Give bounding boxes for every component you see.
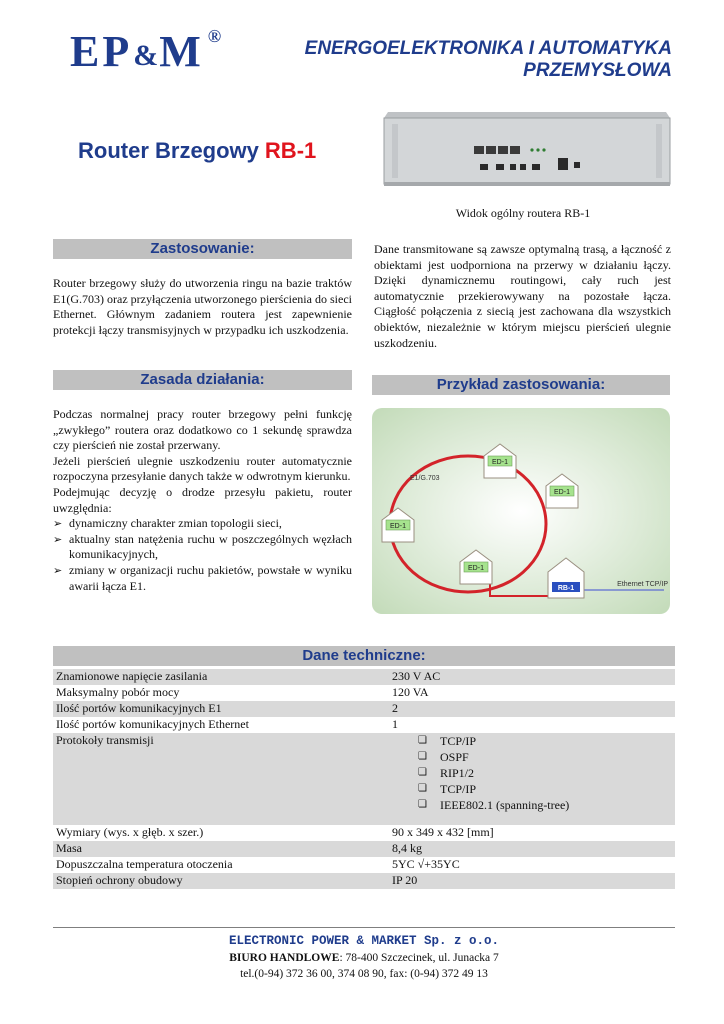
routing-description: Dane transmitowane są zawsze optymalną trasą, a łączność z obiektami jest uodporniona na przerwy w działaniu łączy. Dzięki dynamicznemu routingowi, cały ruch jest automatycznie przekierowywany na pozostałe łącza. Ciągłość połączenia z siecią jest zachowana dla wszystkich obiektów, niezależnie w którym miejscu pierścień ulegnie uszkodzeniu. xyxy=(374,242,671,350)
ethernet-label: Ethernet TCP/IP xyxy=(617,581,668,588)
ring-label: E1/G.703 xyxy=(410,475,440,482)
logo-part2: M xyxy=(159,27,204,76)
table-row-protocols xyxy=(53,733,675,825)
list-item: ❏ TCP/IP xyxy=(410,781,672,797)
table-cell-value: IP 20 xyxy=(389,873,675,889)
ring-network-diagram xyxy=(372,408,670,614)
list-item: ❏ TCP/IP xyxy=(410,733,672,749)
table-cell-value: 90 x 349 x 432 [mm] xyxy=(392,825,494,839)
table-cell-label: Stopień ochrony obudowy xyxy=(53,873,389,889)
table-row xyxy=(53,717,675,733)
table-cell-value: 8,4 kg xyxy=(389,841,675,857)
list-item: ❏ OSPF xyxy=(410,749,672,765)
section-heading-przyklad: Przykład zastosowania: xyxy=(372,375,670,395)
company-logo xyxy=(70,24,221,74)
table-cell-label: Maksymalny pobór mocy xyxy=(56,685,180,699)
zasada-paragraph-3: Podejmując decyzję o drodze przesyłu pakietu, router uwzględnia: xyxy=(53,484,352,515)
company-line-1: ENERGOELEKTRONIKA I AUTOMATYKA xyxy=(304,38,672,59)
table-cell-value: 230 V AC xyxy=(389,669,675,685)
footer-phone: tel.(0-94) 372 36 00, 374 08 90, fax: (0-94) 372 49 13 xyxy=(240,968,488,980)
section-heading-dane: Dane techniczne: xyxy=(53,646,675,666)
zastosowanie-text: Router brzegowy służy do utworzenia ringu na bazie traktów E1(G.703) oraz przyłączenia utworzonego pierścienia do sieci Ethernet. Głównym zadaniem routera jest zapewnienie protekcji łączy transmisyjnych w przypadku ich uszkodzenia. xyxy=(53,276,352,337)
list-item: ❏ RIP1/2 xyxy=(410,765,672,781)
table-row xyxy=(53,685,675,701)
table-row xyxy=(53,825,675,841)
office-label: BIURO HANDLOWE xyxy=(229,952,340,964)
list-item: ❏ IEEE802.1 (spanning-tree) xyxy=(410,797,672,813)
section-heading-zastosowanie: Zastosowanie: xyxy=(53,239,352,259)
table-cell-label: Ilość portów komunikacyjnych E1 xyxy=(53,701,389,717)
zasada-text xyxy=(53,407,352,594)
company-tagline xyxy=(252,38,672,82)
node-label: ED-1 xyxy=(390,523,406,530)
table-cell-value: 2 xyxy=(389,701,675,717)
node-label: ED-1 xyxy=(492,459,508,466)
logo-part1: EP xyxy=(70,27,133,76)
table-cell-label: Dopuszczalna temperatura otoczenia xyxy=(56,857,233,871)
table-row xyxy=(53,857,675,873)
list-item: ➢ dynamiczny charakter zmian topologii sieci, xyxy=(53,516,352,532)
table-cell-value: 120 VA xyxy=(392,685,429,699)
router-photo xyxy=(382,110,672,192)
table-cell-label: Masa xyxy=(53,841,389,857)
table-cell-value xyxy=(389,733,675,825)
table-cell-value: 1 xyxy=(392,717,398,731)
table-cell-label: Ilość portów komunikacyjnych Ethernet xyxy=(56,717,249,731)
protocol-list xyxy=(392,733,672,813)
footer-company: ELECTRONIC POWER & MARKET Sp. z o.o. xyxy=(228,934,500,948)
section-heading-zasada: Zasada działania: xyxy=(53,370,352,390)
technical-data-table xyxy=(53,669,675,889)
table-row xyxy=(53,873,675,889)
product-name: Router Brzegowy xyxy=(78,138,259,163)
logo-amp: & xyxy=(133,39,159,72)
list-item: ➢ zmiany w organizacji ruchu pakietów, powstałe w wyniku awarii łącza E1. xyxy=(53,563,352,594)
zasada-paragraph-2: Jeżeli pierścień ulegnie uszkodzeniu router automatycznie rozpoczyna przesyłanie danych także w odwrotnym kierunku. xyxy=(53,453,352,484)
product-model: RB-1 xyxy=(264,138,317,163)
image-caption: Widok ogólny routera RB-1 xyxy=(455,206,591,220)
table-cell-label: Protokoły transmisji xyxy=(53,733,389,825)
list-item: ➢ aktualny stan natężenia ruchu w poszczególnych węzłach komunikacyjnych, xyxy=(53,532,352,563)
registered-mark: ® xyxy=(207,26,222,46)
address-text: : 78-400 Szczecinek, ul. Junacka 7 xyxy=(339,952,499,964)
footer-address xyxy=(53,952,675,964)
footer-divider xyxy=(53,927,675,928)
table-row xyxy=(53,701,675,717)
zasada-paragraph-1: Podczas normalnej pracy router brzegowy pełni funkcję „zwykłego” routera oraz dodatkowo co 1 sekundę sprawdza czy pierścień nie został przerwany. xyxy=(53,407,352,453)
product-title xyxy=(78,138,316,164)
company-line-2: PRZEMYSŁOWA xyxy=(523,60,672,81)
node-label: ED-1 xyxy=(468,565,484,572)
table-row xyxy=(53,669,675,685)
router-label: RB-1 xyxy=(557,585,575,592)
node-label: ED-1 xyxy=(554,489,570,496)
zasada-bullet-list xyxy=(53,516,352,594)
table-cell-value: 5ΥC √+35ΥC xyxy=(392,857,460,871)
table-cell-label: Wymiary (wys. x głęb. x szer.) xyxy=(56,825,204,839)
table-cell-label: Znamionowe napięcie zasilania xyxy=(53,669,389,685)
table-row xyxy=(53,841,675,857)
